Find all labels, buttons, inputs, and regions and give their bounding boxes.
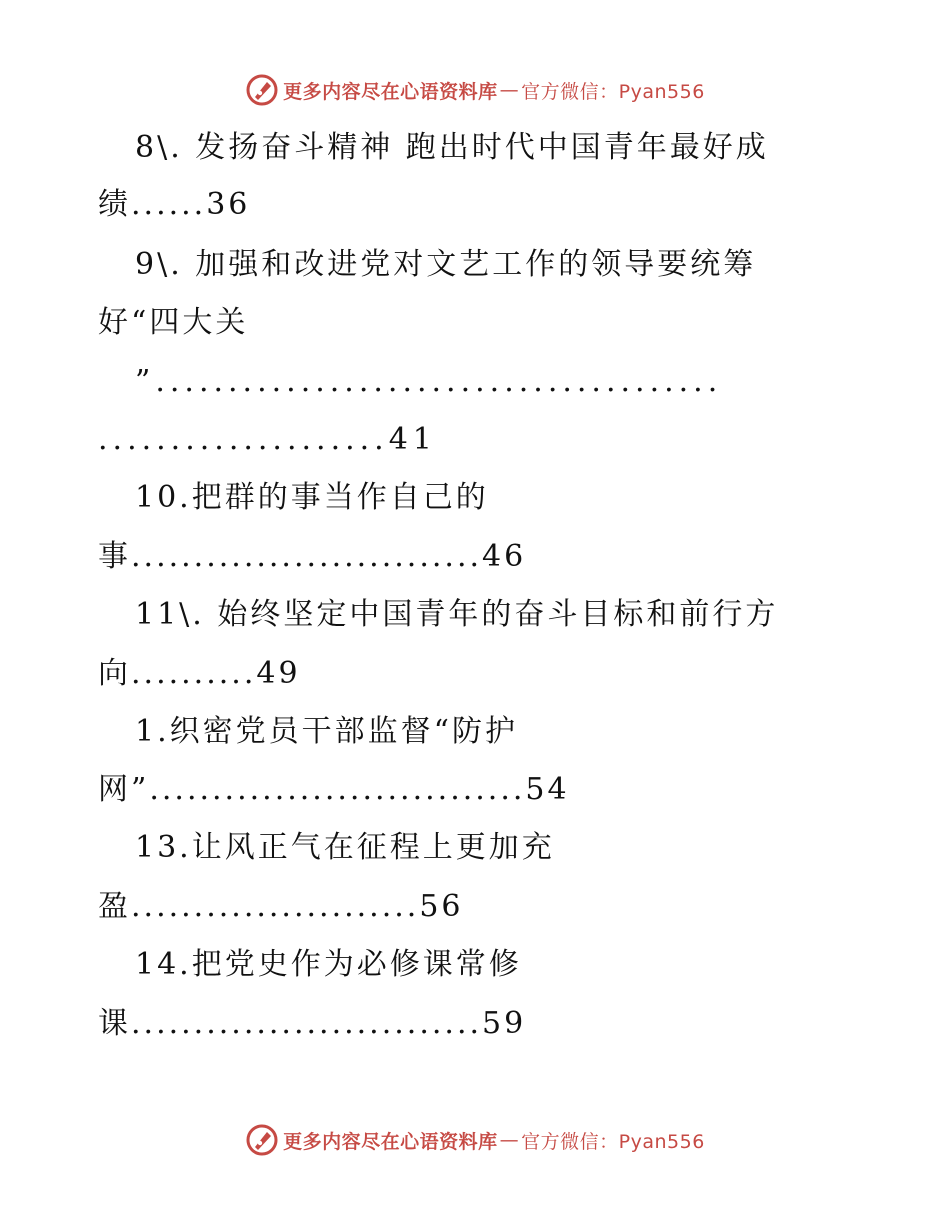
toc-line: ....................41 bbox=[98, 422, 437, 457]
header-banner bbox=[0, 70, 950, 110]
toc-line: 好“四大关 bbox=[98, 305, 249, 340]
footer-banner bbox=[0, 1120, 950, 1160]
banner-dash: — bbox=[499, 1129, 520, 1151]
banner-text: 更多内容尽在心语资料库 bbox=[283, 1130, 498, 1153]
pen-nib-logo-icon bbox=[245, 1123, 279, 1157]
banner-suffix: 官方微信：Pyan556 bbox=[521, 80, 705, 103]
toc-line: 13.让风正气在征程上更加充 bbox=[135, 830, 555, 865]
toc-line: 向..........49 bbox=[98, 656, 301, 691]
banner-text: 更多内容尽在心语资料库 bbox=[283, 80, 498, 103]
toc-line: 课............................59 bbox=[98, 1006, 527, 1041]
toc-line: 14.把党史作为必修课常修 bbox=[135, 947, 522, 982]
toc-line: 9\. 加强和改进党对文艺工作的领导要统筹 bbox=[135, 247, 757, 282]
toc-line: 10.把群的事当作自己的 bbox=[135, 480, 489, 515]
banner-suffix: 官方微信：Pyan556 bbox=[521, 1130, 705, 1153]
toc-line: ”....................................... bbox=[135, 364, 723, 399]
toc-line: 网”..............................54 bbox=[98, 772, 570, 807]
toc-line: 1.织密党员干部监督“防护 bbox=[135, 714, 518, 749]
toc-line: 盈.......................56 bbox=[98, 889, 464, 924]
banner-dash: — bbox=[499, 79, 520, 101]
toc-line: 绩......36 bbox=[98, 187, 251, 222]
toc-line: 11\. 始终坚定中国青年的奋斗目标和前行方 bbox=[135, 597, 779, 632]
toc-line: 事............................46 bbox=[98, 539, 527, 574]
toc-line: 8\. 发扬奋斗精神 跑出时代中国青年最好成 bbox=[135, 130, 769, 165]
pen-nib-logo-icon bbox=[245, 73, 279, 107]
